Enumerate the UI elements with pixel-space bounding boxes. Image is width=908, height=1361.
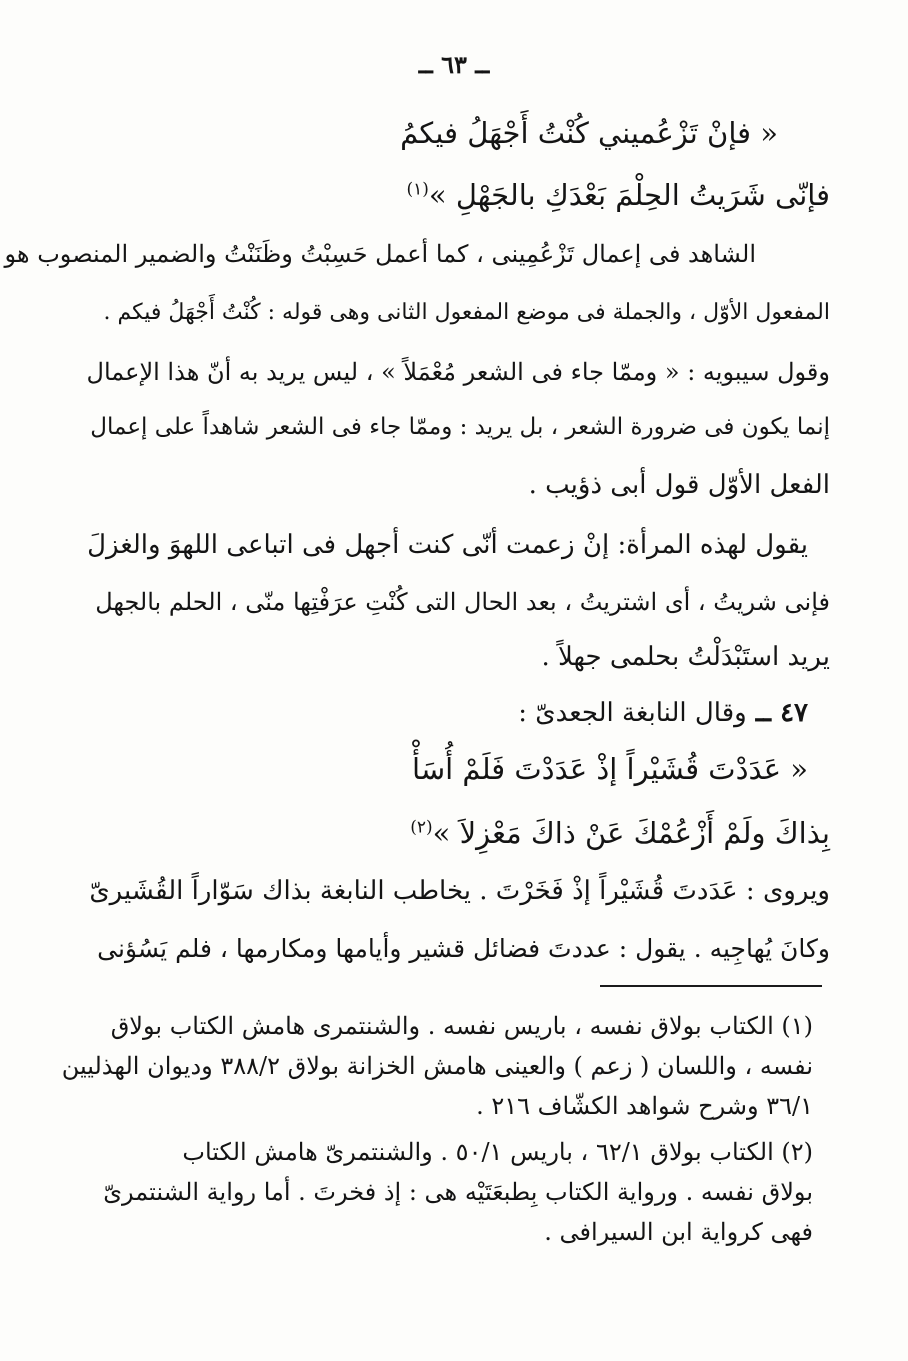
verse2-second-hemistich [410, 816, 830, 850]
footnote-2-line-2: بولاق نفسه . ورواية الكتاب بِطبعَتَيْه هى : إذ فخرتَ . أما رواية الشنتمرىّ [103, 1178, 813, 1206]
footnote-separator [600, 985, 822, 987]
commentary3-line-1: ويروى : عَدَدتَ قُشَيْراً إذْ فَخَرْتَ . يخاطب النابغة بذاك سَوّاراً القُشَيرىّ [89, 876, 830, 906]
commentary2-line-1: يقول لهذه المرأة: إنْ زعمت أنّى كنت أجهل فى اتباعى اللهوَ والغزلَ [87, 530, 808, 560]
verse1-second-hemistich-text: فإنّى شَرَيتُ الحِلْمَ بَعْدَكِ بالجَهْلِ » [428, 178, 830, 212]
footnote-1-line-1: (١) الكتاب بولاق نفسه ، باريس نفسه . والشنتمرى هامش الكتاب بولاق [110, 1012, 813, 1040]
commentary1-line-1: الشاهد فى إعمال تَزْعُمِينى ، كما أعمل حَسِبْتُ وظَنَنْتُ والضمير المنصوب هو [4, 240, 756, 268]
commentary1-line-3: وقول سيبويه : « وممّا جاء فى الشعر مُعْمَلاً » ، ليس يريد به أنّ هذا الإعمال [86, 358, 830, 386]
footnote-2-line-3: فهى كرواية ابن السيرافى . [544, 1218, 813, 1246]
footnote-2-line-1: (٢) الكتاب بولاق ٦٢/١ ، باريس ٥٠/١ . والشنتمرىّ هامش الكتاب [182, 1138, 813, 1166]
verse2-second-hemistich-text: بِذاكَ ولَمْ أَزْعُمْكَ عَنْ ذاكَ مَعْزِلاَ » [432, 816, 830, 850]
footnote-1-line-3: ٣٦/١ وشرح شواهد الكشّاف ٢١٦ . [476, 1092, 813, 1120]
footnote-1-line-2: نفسه ، واللسان ( زعم ) والعينى هامش الخزانة بولاق ٣٨٨/٢ وديوان الهذليين [61, 1052, 813, 1080]
verse2-first-hemistich: « عَدَدْتَ قُشَيْراً إذْ عَدَدْتَ فَلَمْ أُسَأْ [411, 752, 808, 786]
footnote-ref-1: (١) [406, 179, 429, 200]
section-47-heading [518, 698, 808, 728]
verse1-second-hemistich [406, 178, 830, 212]
verse1-first-hemistich: « فإنْ تَزْعُميني كُنْتُ أَجْهَلُ فيكمُ [400, 116, 778, 150]
section-47-dash: ــ [755, 698, 771, 728]
commentary1-line-4: إنما يكون فى ضرورة الشعر ، بل يريد : وممّا جاء فى الشعر شاهداً على إعمال [90, 414, 830, 440]
page-number: ــ ٦٣ ــ [418, 50, 490, 79]
commentary3-line-2: وكانَ يُهاجِيه . يقول : عددتَ فضائل قشير وأيامها ومكارمها ، فلم يَسُؤنى [97, 934, 830, 963]
section-47-number: ٤٧ [780, 698, 808, 728]
section-47-text: وقال النابغة الجعدىّ : [518, 698, 747, 728]
commentary1-line-2: المفعول الأوّل ، والجملة فى موضع المفعول الثانى وهى قوله : كُنْتُ أَجْهَلُ فيكم . [103, 300, 830, 325]
commentary1-line-5: الفعل الأوّل قول أبى ذؤيب . [528, 470, 830, 500]
commentary2-line-2: فإنى شريتُ ، أى اشتريتُ ، بعد الحال التى كُنْتِ عرَفْتِها منّى ، الحلم بالجهل [95, 588, 830, 616]
footnote-ref-2: (٢) [410, 817, 433, 838]
commentary2-line-3: يريد استَبْدَلْتُ بحلمى جهلاً . [541, 642, 830, 672]
